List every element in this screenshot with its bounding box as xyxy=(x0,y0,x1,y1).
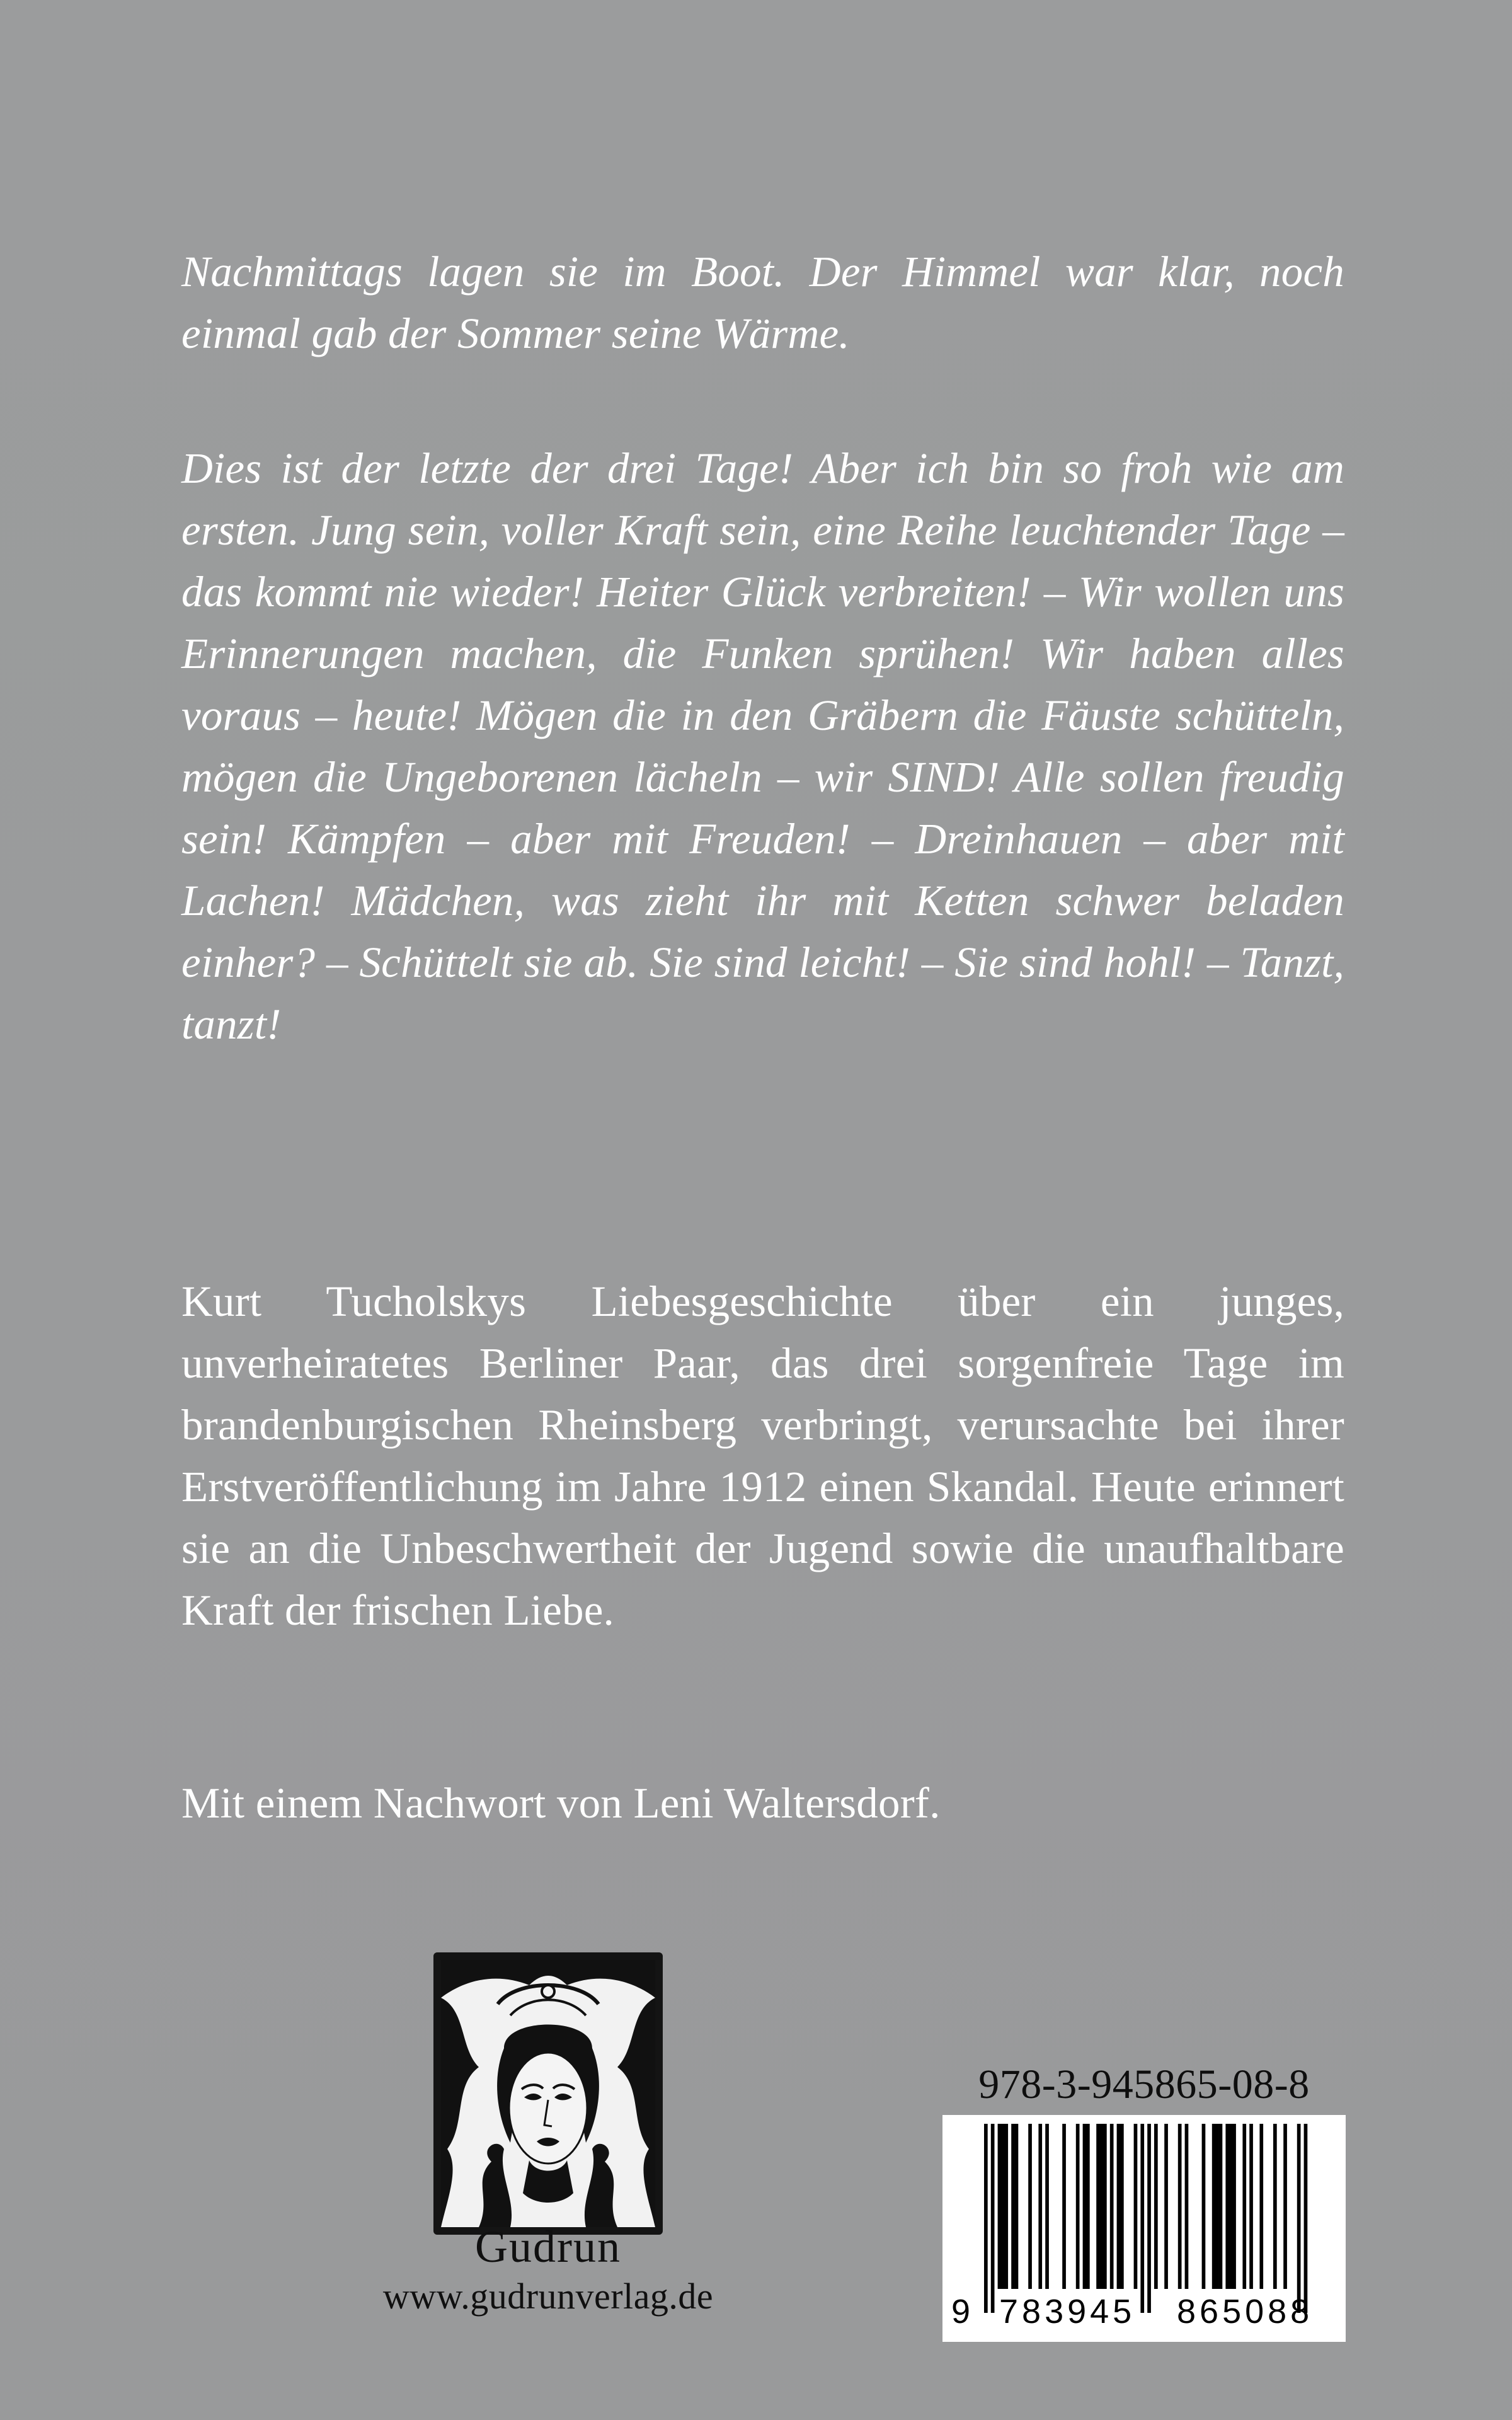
barcode-bar xyxy=(1076,2124,1080,2289)
barcode-bar xyxy=(1178,2124,1182,2289)
quote-paragraph-2: Dies ist der letzte der drei Tage! Aber ich bin so froh wie am ersten. Jung sein, voller Kraft sein, eine Reihe leuchtender Tage – das kommt nie wieder! Heiter Glück verbreiten! – Wir wollen uns Erinnerungen machen, die Funken sprühen! Wir haben alles voraus – heute! Mögen die in den Gräbern die Fäuste schütteln, mögen die Ungeborenen lächeln – wir SIND! Alle sollen freudig sein! Kämpfen – aber mit Freuden! – Dreinhauen – aber mit Lachen! Mädchen, was zieht ihr mit Ketten schwer beladen einher? – Schüttelt sie ab. Sie sind leicht! – Sie sind hohl! – Tanzt, tanzt! xyxy=(181,444,1344,1048)
barcode-bar xyxy=(1103,2124,1107,2289)
barcode-bar xyxy=(1225,2124,1229,2289)
barcode-bar xyxy=(991,2124,995,2313)
barcode-bar xyxy=(1273,2124,1277,2289)
barcode-number xyxy=(942,2286,1346,2337)
barcode-bar xyxy=(1297,2124,1301,2313)
barcode-bar xyxy=(1164,2124,1168,2289)
barcode-digits-right: 865088 xyxy=(1177,2293,1314,2331)
barcode-bar xyxy=(1096,2124,1100,2289)
blurb-paragraph: Kurt Tucholskys Liebesgeschichte über ein junges, unverheiratetes Berliner Paar, das drei sorgenfreie Tage im brandenburgischen Rheinsberg verbringt, verursachte bei ihrer Erstveröffentlichung im Jahre 1912 einen Skandal. Heute erinnert sie an die Unbeschwertheit der Jugend sowie die unaufhaltbare Kraft der frischen Liebe. xyxy=(181,1277,1344,1634)
woman-portrait-icon xyxy=(441,1960,655,2227)
publisher-url: www.gudrunverlag.de xyxy=(382,2276,714,2317)
barcode-bar xyxy=(1304,2124,1308,2313)
publisher-name: Gudrun xyxy=(475,2221,621,2272)
barcode-bar xyxy=(1062,2124,1066,2289)
barcode-bar xyxy=(1028,2124,1032,2289)
barcode-bar xyxy=(1045,2124,1049,2289)
publisher-logo xyxy=(433,1952,663,2235)
barcode-bar xyxy=(1004,2124,1008,2289)
barcode-bar xyxy=(1120,2124,1124,2289)
isbn-label: 978-3-945865-08-8 xyxy=(978,2061,1310,2107)
barcode-bar xyxy=(1038,2124,1042,2289)
barcode xyxy=(942,2115,1346,2342)
barcode-bar xyxy=(1215,2124,1219,2289)
barcode-bar xyxy=(1232,2124,1236,2289)
barcode-bar xyxy=(1083,2124,1087,2289)
barcode-bar xyxy=(1249,2124,1253,2289)
barcode-bar xyxy=(998,2124,1002,2289)
barcode-bar xyxy=(1154,2124,1158,2289)
barcode-bar xyxy=(1219,2124,1223,2289)
barcode-bar xyxy=(1140,2124,1144,2313)
barcode-bar xyxy=(1134,2124,1138,2289)
barcode-bar xyxy=(1242,2124,1246,2289)
barcode-bar xyxy=(1015,2124,1019,2289)
barcode-bar xyxy=(984,2124,988,2313)
barcode-bar xyxy=(1202,2124,1206,2289)
barcode-bar xyxy=(1283,2124,1287,2289)
barcode-bar xyxy=(1110,2124,1114,2289)
barcode-bar xyxy=(1259,2124,1263,2289)
barcode-bar xyxy=(1086,2124,1090,2289)
afterword-note: Mit einem Nachwort von Leni Waltersdorf. xyxy=(181,1779,941,1827)
barcode-bar xyxy=(1147,2124,1151,2313)
barcode-bar xyxy=(1011,2124,1015,2289)
barcode-bar xyxy=(1100,2124,1104,2289)
barcode-bar xyxy=(1117,2124,1121,2289)
quote-paragraph-1: Nachmittags lagen sie im Boot. Der Himmel war klar, noch einmal gab der Sommer seine Wärme. xyxy=(181,248,1344,357)
barcode-bar xyxy=(1229,2124,1233,2289)
barcode-bar xyxy=(1001,2124,1005,2289)
barcode-digits-left: 783945 xyxy=(999,2293,1136,2331)
barcode-bar xyxy=(1212,2124,1216,2289)
barcode-digit-first: 9 xyxy=(951,2293,971,2331)
barcode-bar xyxy=(1185,2124,1189,2289)
